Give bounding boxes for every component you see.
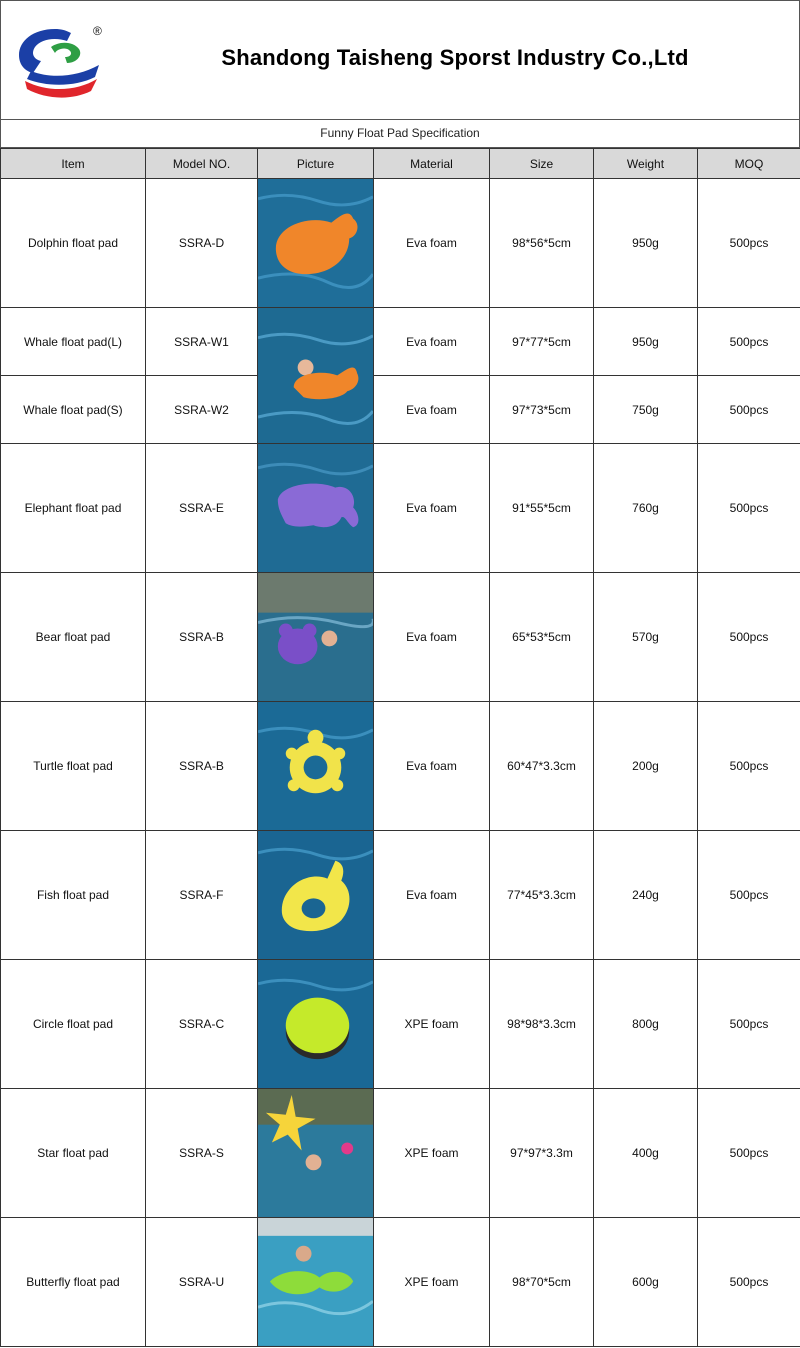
col-header-moq: MOQ — [698, 149, 800, 179]
weight: 760g — [594, 444, 698, 573]
weight: 750g — [594, 376, 698, 444]
item-name: Turtle float pad — [1, 702, 146, 831]
item-name: Circle float pad — [1, 960, 146, 1089]
table-header-row — [1, 149, 800, 179]
whale-pad-photo — [258, 308, 374, 444]
material: Eva foam — [374, 573, 490, 702]
moq: 500pcs — [698, 960, 800, 1089]
moq: 500pcs — [698, 573, 800, 702]
item-name: Whale float pad(S) — [1, 376, 146, 444]
moq: 500pcs — [698, 444, 800, 573]
moq: 500pcs — [698, 376, 800, 444]
moq: 500pcs — [698, 702, 800, 831]
table-row — [1, 831, 800, 960]
circle-pad-photo — [258, 960, 374, 1089]
table-row — [1, 1089, 800, 1218]
moq: 500pcs — [698, 1089, 800, 1218]
table-row — [1, 444, 800, 573]
bear-pad-photo — [258, 573, 374, 702]
turtle-pad-photo — [258, 702, 374, 831]
size: 98*70*5cm — [490, 1218, 594, 1347]
item-name: Star float pad — [1, 1089, 146, 1218]
size: 97*97*3.3m — [490, 1089, 594, 1218]
weight: 600g — [594, 1218, 698, 1347]
size: 91*55*5cm — [490, 444, 594, 573]
page-header — [0, 0, 800, 120]
size: 97*73*5cm — [490, 376, 594, 444]
table-row — [1, 179, 800, 308]
model-number: SSRA-B — [146, 702, 258, 831]
col-header-weight: Weight — [594, 149, 698, 179]
table-row — [1, 573, 800, 702]
size: 77*45*3.3cm — [490, 831, 594, 960]
spec-title: Funny Float Pad Specification — [0, 119, 800, 148]
model-number: SSRA-B — [146, 573, 258, 702]
fish-pad-photo — [258, 831, 374, 960]
table-row — [1, 702, 800, 831]
size: 97*77*5cm — [490, 308, 594, 376]
model-number: SSRA-C — [146, 960, 258, 1089]
size: 60*47*3.3cm — [490, 702, 594, 831]
weight: 950g — [594, 179, 698, 308]
weight: 200g — [594, 702, 698, 831]
model-number: SSRA-D — [146, 179, 258, 308]
model-number: SSRA-W2 — [146, 376, 258, 444]
item-name: Bear float pad — [1, 573, 146, 702]
model-number: SSRA-U — [146, 1218, 258, 1347]
material: XPE foam — [374, 1218, 490, 1347]
col-header-size: Size — [490, 149, 594, 179]
table-row — [1, 960, 800, 1089]
registered-mark: ® — [93, 24, 102, 38]
model-number: SSRA-S — [146, 1089, 258, 1218]
material: Eva foam — [374, 831, 490, 960]
col-header-material: Material — [374, 149, 490, 179]
table-row — [1, 376, 800, 444]
item-name: Fish float pad — [1, 831, 146, 960]
col-header-picture: Picture — [258, 149, 374, 179]
dolphin-pad-photo — [258, 179, 374, 308]
elephant-pad-photo — [258, 444, 374, 573]
model-number: SSRA-W1 — [146, 308, 258, 376]
material: XPE foam — [374, 1089, 490, 1218]
moq: 500pcs — [698, 179, 800, 308]
material: XPE foam — [374, 960, 490, 1089]
company-logo — [11, 21, 107, 101]
material: Eva foam — [374, 702, 490, 831]
moq: 500pcs — [698, 831, 800, 960]
spec-table — [0, 148, 800, 1347]
butterfly-pad-photo — [258, 1218, 374, 1347]
size: 65*53*5cm — [490, 573, 594, 702]
moq: 500pcs — [698, 1218, 800, 1347]
size: 98*56*5cm — [490, 179, 594, 308]
item-name: Elephant float pad — [1, 444, 146, 573]
col-header-model: Model NO. — [146, 149, 258, 179]
item-name: Whale float pad(L) — [1, 308, 146, 376]
table-row — [1, 308, 800, 376]
model-number: SSRA-F — [146, 831, 258, 960]
material: Eva foam — [374, 376, 490, 444]
weight: 800g — [594, 960, 698, 1089]
material: Eva foam — [374, 179, 490, 308]
star-pad-photo — [258, 1089, 374, 1218]
col-header-item: Item — [1, 149, 146, 179]
weight: 950g — [594, 308, 698, 376]
company-name: Shandong Taisheng Sporst Industry Co.,Ltd — [221, 45, 689, 70]
moq: 500pcs — [698, 308, 800, 376]
weight: 570g — [594, 573, 698, 702]
size: 98*98*3.3cm — [490, 960, 594, 1089]
item-name: Dolphin float pad — [1, 179, 146, 308]
weight: 240g — [594, 831, 698, 960]
material: Eva foam — [374, 308, 490, 376]
model-number: SSRA-E — [146, 444, 258, 573]
weight: 400g — [594, 1089, 698, 1218]
item-name: Butterfly float pad — [1, 1218, 146, 1347]
table-row — [1, 1218, 800, 1347]
material: Eva foam — [374, 444, 490, 573]
